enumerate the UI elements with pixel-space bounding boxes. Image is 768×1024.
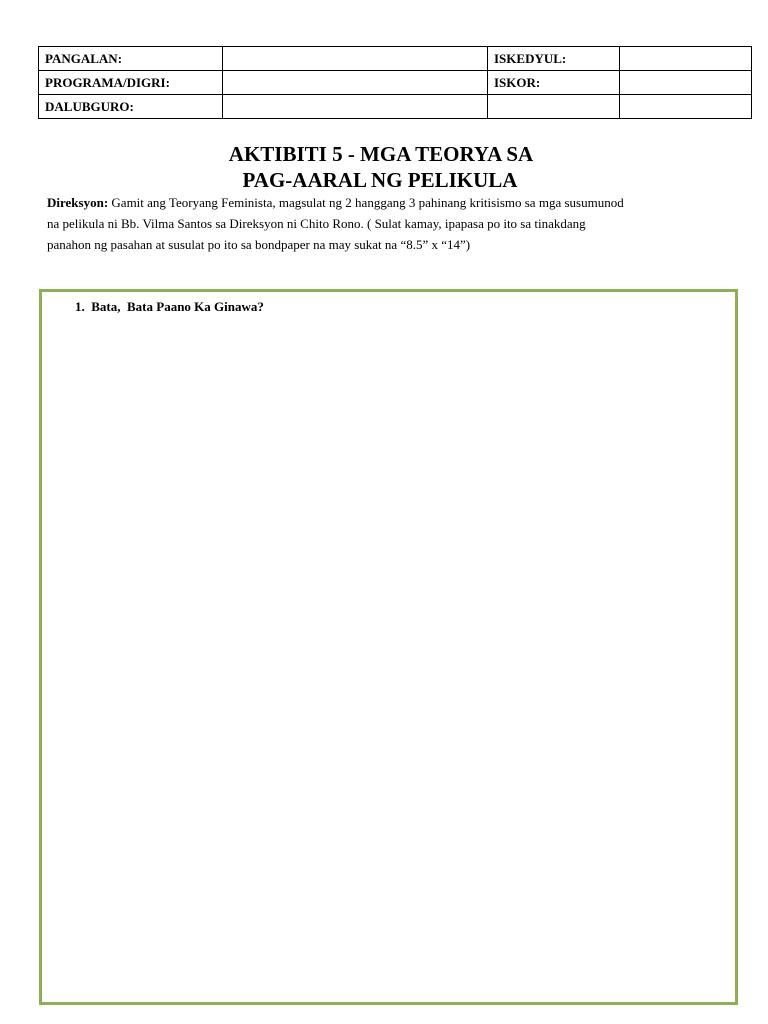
student-info-table <box>38 46 752 119</box>
program-field[interactable] <box>223 71 488 95</box>
name-label: PANGALAN: <box>39 47 223 71</box>
instructor-field[interactable] <box>223 95 488 119</box>
directions-text-1: Gamit ang Teoryang Feminista, magsulat ng 2 hanggang 3 pahinang kritisismo sa mga susumunod <box>108 195 624 210</box>
directions-label: Direksyon: <box>47 195 109 210</box>
instructor-label: DALUBGURO: <box>39 95 223 119</box>
score-field[interactable] <box>620 71 752 95</box>
question-number: 1. <box>75 299 85 314</box>
table-row <box>39 95 752 119</box>
directions-paragraph <box>47 192 727 255</box>
question-item <box>75 299 264 315</box>
answer-box[interactable] <box>39 289 738 1005</box>
score-label: ISKOR: <box>488 71 620 95</box>
name-field[interactable] <box>223 47 488 71</box>
activity-title-line-2: PAG-AARAL NG PELIKULA <box>242 168 518 192</box>
question-text: Bata, Bata Paano Ka Ginawa? <box>91 299 264 314</box>
directions-line-1 <box>47 192 727 213</box>
table-row <box>39 71 752 95</box>
empty-cell <box>620 95 752 119</box>
activity-title-line-1: AKTIBITI 5 - MGA TEORYA SA <box>228 142 534 166</box>
empty-cell <box>488 95 620 119</box>
directions-line-2: na pelikula ni Bb. Vilma Santos sa Direksyon ni Chito Rono. ( Sulat kamay, ipapasa po ito sa tinakdang <box>47 216 586 231</box>
table-row <box>39 47 752 71</box>
schedule-field[interactable] <box>620 47 752 71</box>
directions-line-3: panahon ng pasahan at susulat po ito sa bondpaper na may sukat na “8.5” x “14”) <box>47 237 471 252</box>
schedule-label: ISKEDYUL: <box>488 47 620 71</box>
program-label: PROGRAMA/DIGRI: <box>39 71 223 95</box>
